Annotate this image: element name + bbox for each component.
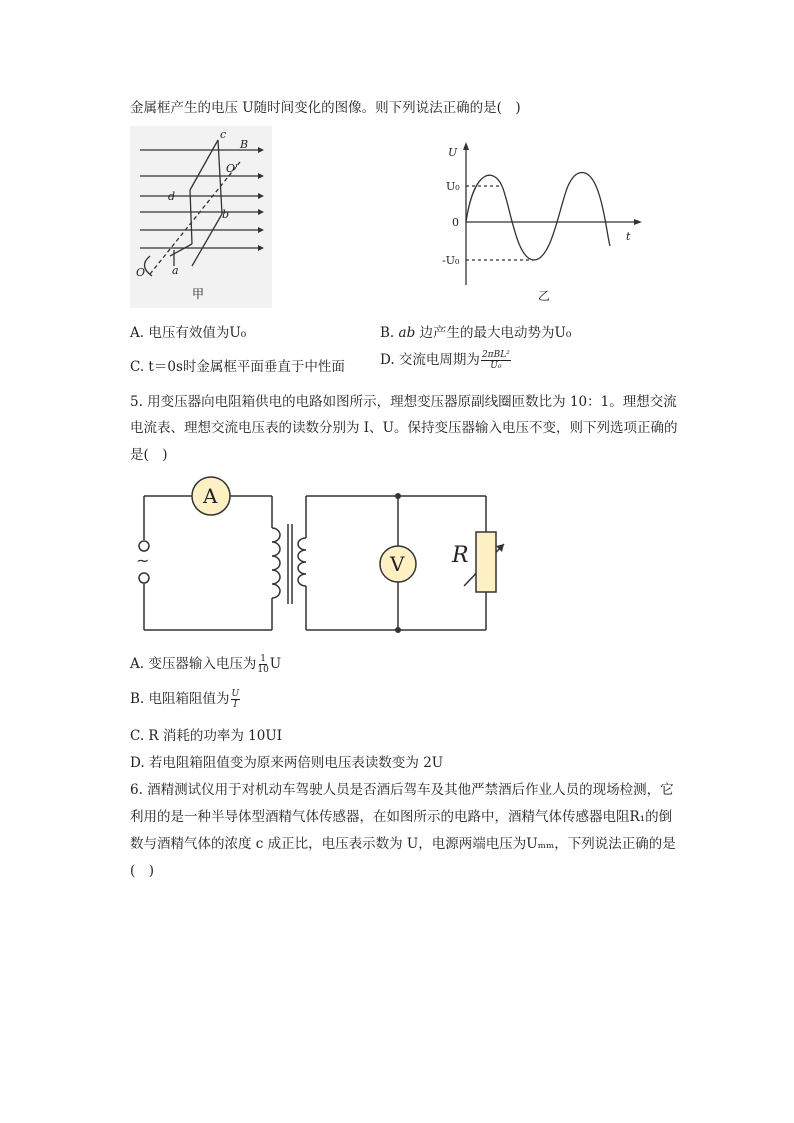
resistor-label: R [452,543,469,568]
circuit-diagram [136,474,508,636]
q6-line-2: 利用的是一种半导体型酒精气体传感器，在如图所示的电路中，酒精气体传感器电阻R₁的倒 [130,809,673,825]
q5-option-b-num: U [231,689,240,699]
label-c: c [220,128,227,141]
label-zero: 0 [452,216,459,229]
q4-option-b-ab: ab [398,325,416,341]
q5-option-a [130,652,281,675]
q4-option-b [380,321,571,341]
q5-option-b-den: I [233,700,238,710]
label-negU0: -U₀ [442,254,460,267]
q5-option-b-fraction [231,689,241,710]
q5-option-c: C. R 消耗的功率为 10UI [130,728,283,744]
q4-option-b-suffix: 边产生的最大电动势为U₀ [415,325,572,341]
q4-option-d-prefix: D. 交流电周期为 [380,352,480,368]
label-t: t [626,230,631,243]
q4-option-c: C. t＝0s时金属框平面垂直于中性面 [130,359,345,375]
q5-option-a-suffix: U [269,656,282,672]
q4-option-a: A. 电压有效值为U₀ [130,325,247,341]
figure-yi [440,140,650,305]
ac-source-symbol: ~ [136,551,150,570]
q5-option-a-den: 10 [257,665,269,675]
q5-option-d: D. 若电阻箱阻值变为原来两倍则电压表读数变为 2U [130,755,444,771]
label-U: U [448,146,458,159]
q6-line-1: 6. 酒精测试仪用于对机动车驾驶人员是否酒后驾车及其他严禁酒后作业人员的现场检测，它 [130,782,674,798]
q5-line-1: 5. 用变压器向电阻箱供电的电路如图所示，理想变压器原副线圈匝数比为 10：1。理想交流 [130,394,677,410]
q5-option-b-prefix: B. 电阻箱阻值为 [130,691,230,707]
q6-line-4: ( ) [130,863,155,879]
label-O: O [136,266,146,279]
resistor-box [476,532,496,592]
q5-option-b [130,687,241,710]
q5-option-a-fraction [257,654,268,675]
q6-line-3: 数与酒精气体的浓度 c 成正比，电压表示数为 U，电源两端电压为Uₘₘ，下列说法正确的是 [130,836,676,852]
ammeter-label: A [203,484,218,508]
label-a: a [172,264,179,277]
label-U0: U₀ [446,180,460,193]
q4-option-d-num: 2πBL² [481,350,510,360]
label-B: B [240,138,249,151]
q4-option-d [380,348,512,371]
caption-jia: 甲 [192,287,205,301]
q5-option-a-prefix: A. 变压器输入电压为 [130,656,257,672]
q4-option-b-prefix: B. [380,325,399,341]
caption-yi: 乙 [538,289,551,303]
q5-line-2: 电流表、理想交流电压表的读数分别为 I、U。保持变压器输入电压不变，则下列选项正确的 [130,420,678,436]
q4-option-d-den: U₀ [490,361,502,371]
label-O-prime: O' [226,162,239,175]
label-b: b [222,208,230,221]
q5-option-a-num: 1 [260,654,266,664]
voltmeter-label: V [390,552,405,576]
figure-jia [130,126,272,308]
q4-stem: 金属框产生的电压 U随时间变化的图像。则下列说法正确的是( ) [130,100,521,116]
q5-line-3: 是( ) [130,447,168,463]
label-d: d [168,190,176,203]
q4-option-d-fraction [481,350,511,371]
